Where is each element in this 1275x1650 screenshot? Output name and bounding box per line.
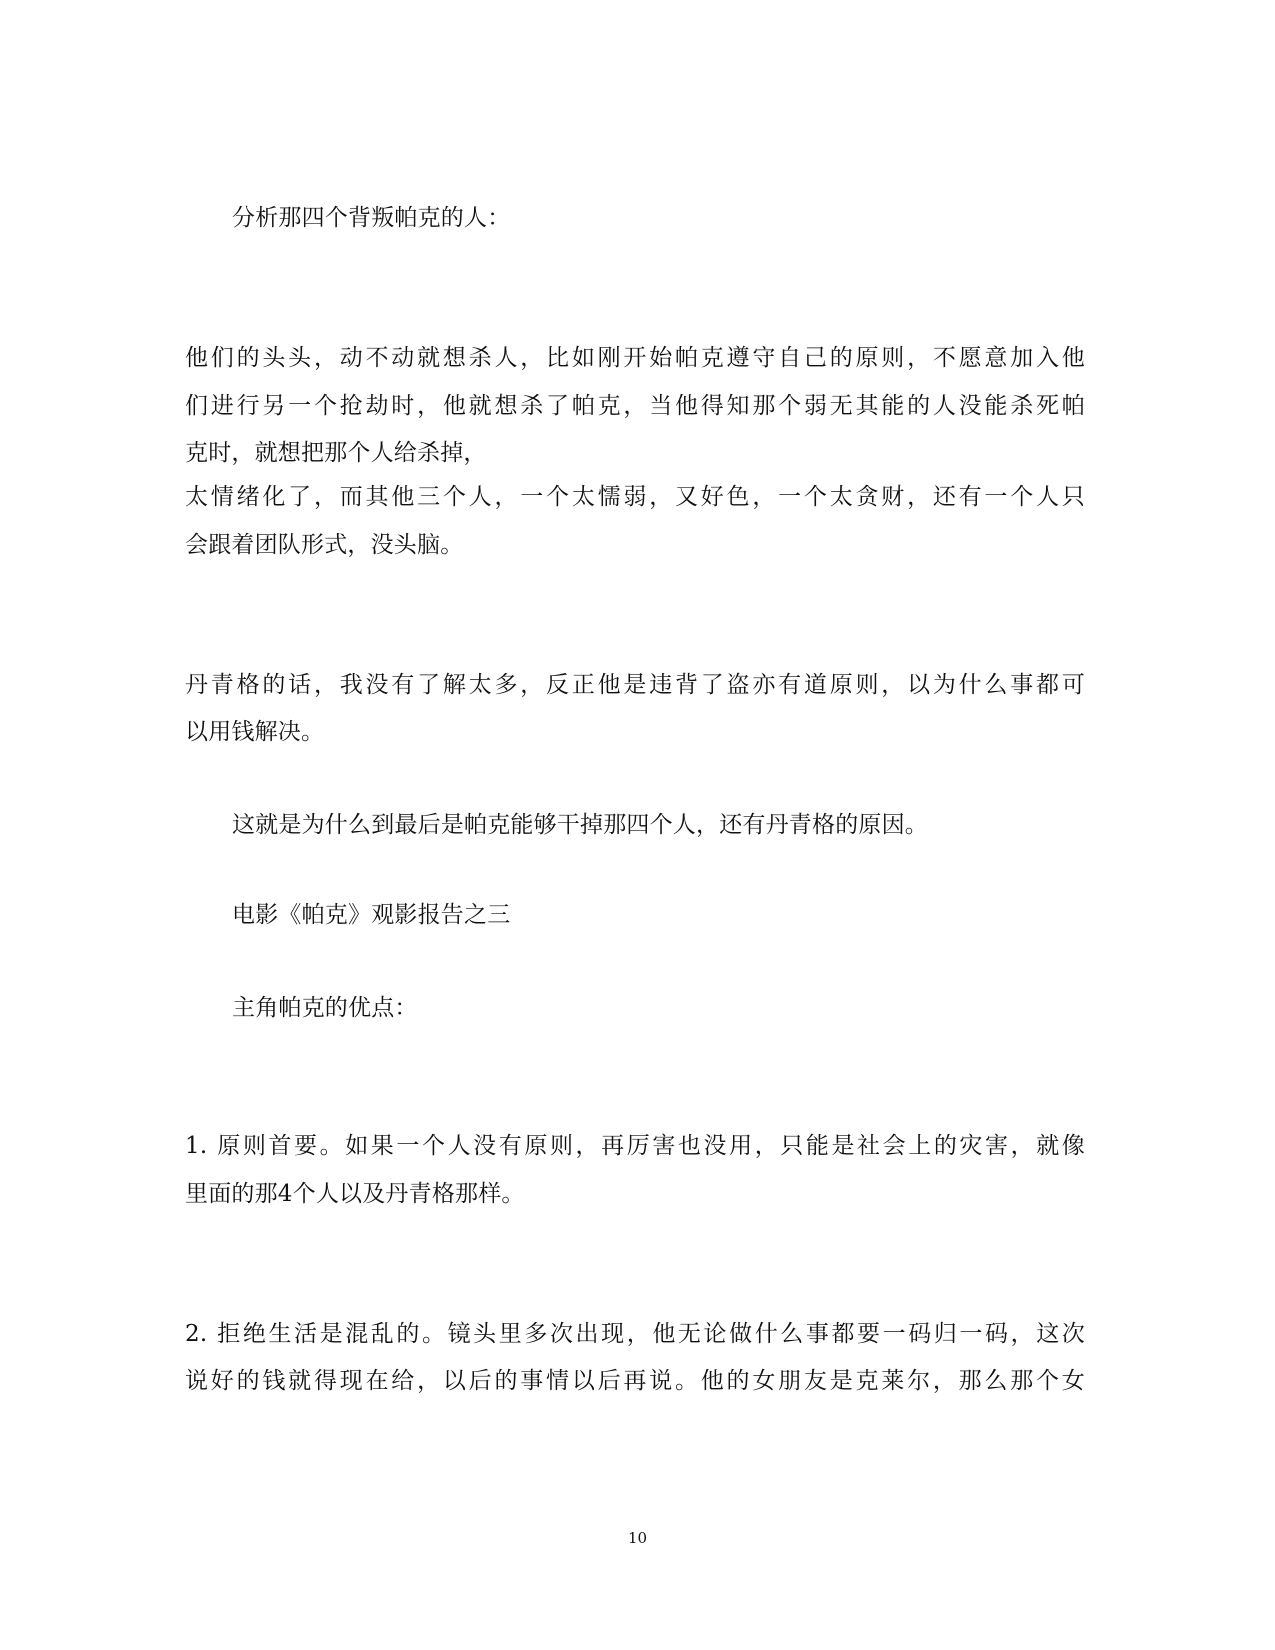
section-title: 电影《帕克》观影报告之三 — [232, 902, 511, 928]
paragraph-line: 他们的头头，动不动就想杀人，比如刚开始帕克遵守自己的原则，不愿意加入他 — [185, 345, 1085, 371]
heading-strengths: 主角帕克的优点： — [232, 995, 418, 1021]
heading-betrayers: 分析那四个背叛帕克的人： — [232, 205, 511, 231]
paragraph-line: 以用钱解决。 — [185, 719, 325, 745]
list-item-line: 里面的那4个人以及丹青格那样。 — [185, 1181, 525, 1207]
list-item-line: 2. 拒绝生活是混乱的。镜头里多次出现，他无论做什么事都要一码归一码，这次 — [185, 1321, 1085, 1347]
paragraph-line: 克时，就想把那个人给杀掉， — [185, 440, 487, 466]
page-number: 10 — [627, 1529, 648, 1547]
paragraph-line: 们进行另一个抢劫时，他就想杀了帕克，当他得知那个弱无其能的人没能杀死帕 — [185, 393, 1085, 419]
paragraph-line: 太情绪化了，而其他三个人，一个太懦弱，又好色，一个太贪财，还有一个人只 — [185, 484, 1085, 510]
paragraph-line: 丹青格的话，我没有了解太多，反正他是违背了盗亦有道原则，以为什么事都可 — [185, 672, 1085, 698]
list-item-line: 1. 原则首要。如果一个人没有原则，再厉害也没用，只能是社会上的灾害，就像 — [185, 1133, 1085, 1159]
paragraph-line: 会跟着团队形式，没头脑。 — [185, 532, 464, 558]
paragraph-line: 这就是为什么到最后是帕克能够干掉那四个人，还有丹青格的原因。 — [232, 812, 928, 838]
list-item-line: 说好的钱就得现在给，以后的事情以后再说。他的女朋友是克莱尔，那么那个女 — [185, 1368, 1085, 1394]
